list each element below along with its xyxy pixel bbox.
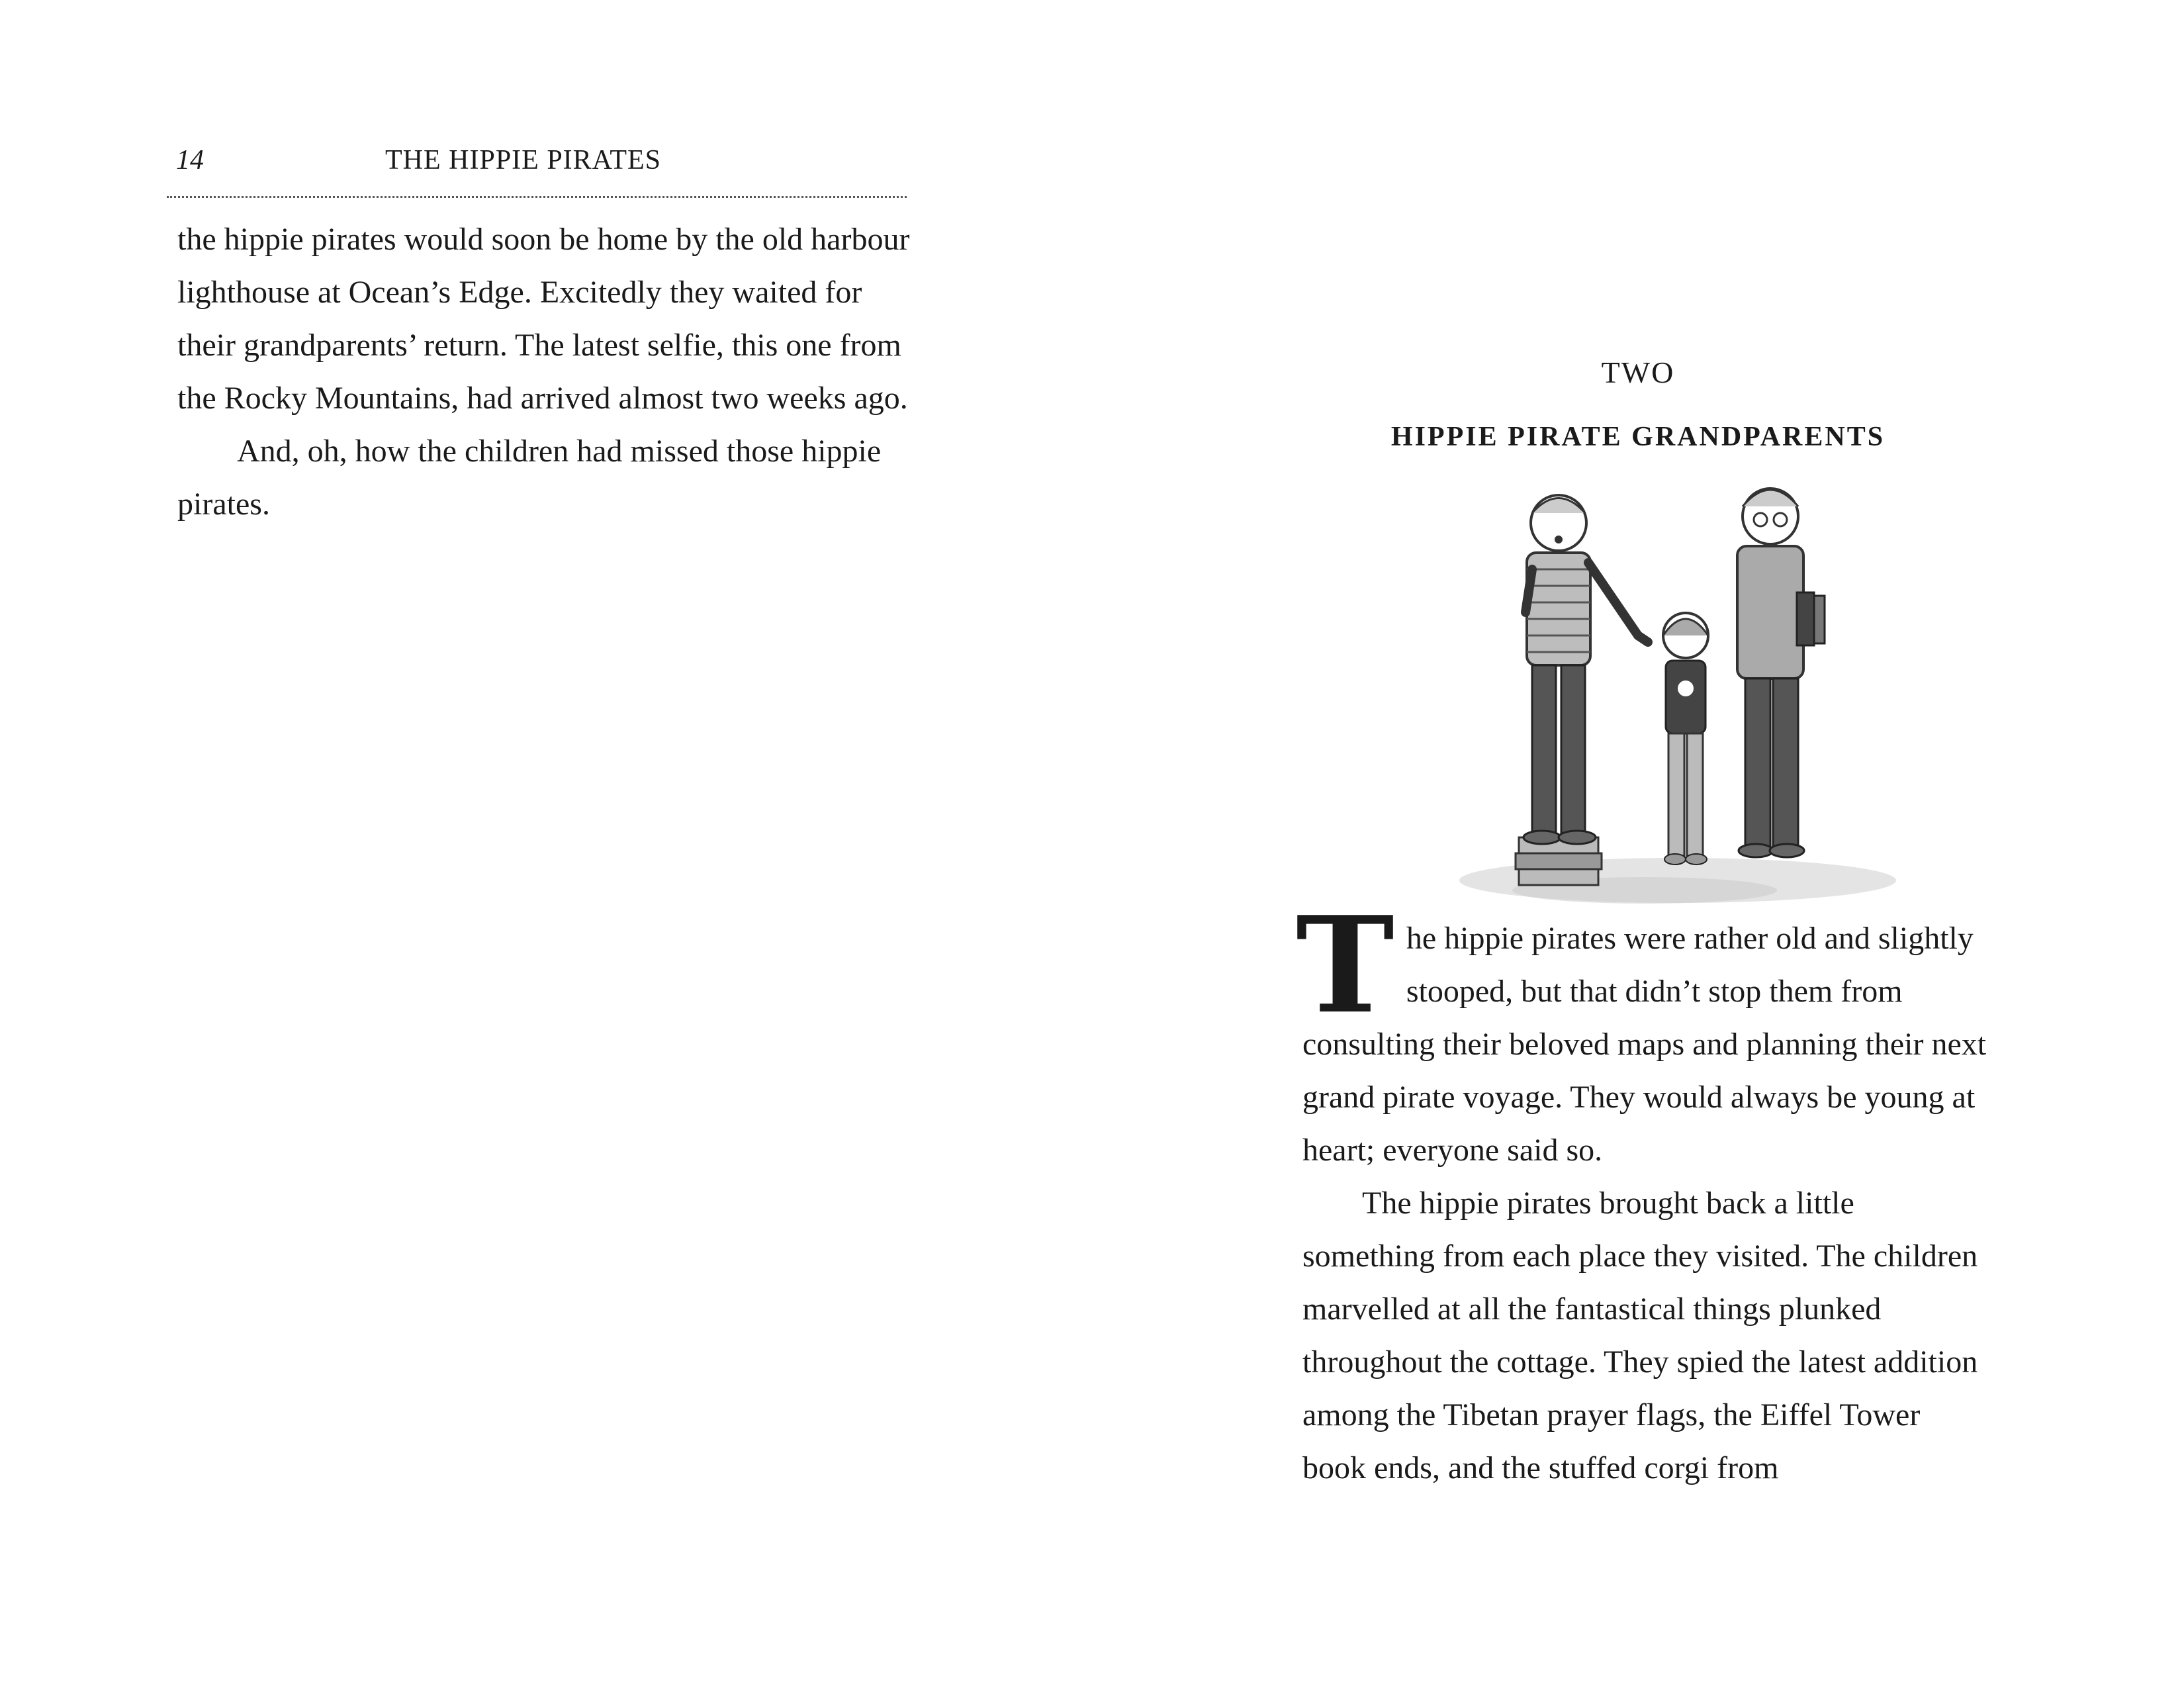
paragraph: The hippie pirates brought back a little something from each place they visited. The children marvelled at all the fantastical things plunked throughout the cottage. They spied the latest addition among the Tibetan prayer flags, the Eiffel Tower book ends, and the stuffed corgi from (1302, 1186, 1978, 1485)
paragraph: the hippie pirates would soon be home by the old harbour lighthouse at Ocean’s Edge. Excitedly they waited for their grandparents’ return. The latest selfie, this one from the Rocky Mountains, had arrived almost two weeks ago. (177, 222, 910, 416)
chapter-number: TWO (1601, 355, 1675, 389)
first-paragraph-text: he hippie pirates were rather old and slightly stooped, but that didn’t stop them from consulting their beloved maps and planning their next grand pirate voyage. They would always be young at heart; everyone said so. (1302, 921, 1987, 1168)
right-body-text (1296, 888, 1991, 1495)
children-illustration (1426, 477, 1929, 914)
chapter-title: HIPPIE PIRATE GRANDPARENTS (1390, 422, 1886, 452)
paragraph: And, oh, how the children had missed those hippie pirates. (177, 434, 882, 522)
left-body-text (177, 213, 925, 531)
running-title: THE HIPPIE PIRATES (385, 145, 662, 175)
drop-cap: T (1296, 888, 1394, 1043)
first-paragraph (1296, 888, 1991, 1177)
right-page (1092, 0, 2184, 1688)
header-rule (167, 196, 907, 198)
running-head (167, 144, 908, 184)
page-number: 14 (176, 145, 204, 175)
